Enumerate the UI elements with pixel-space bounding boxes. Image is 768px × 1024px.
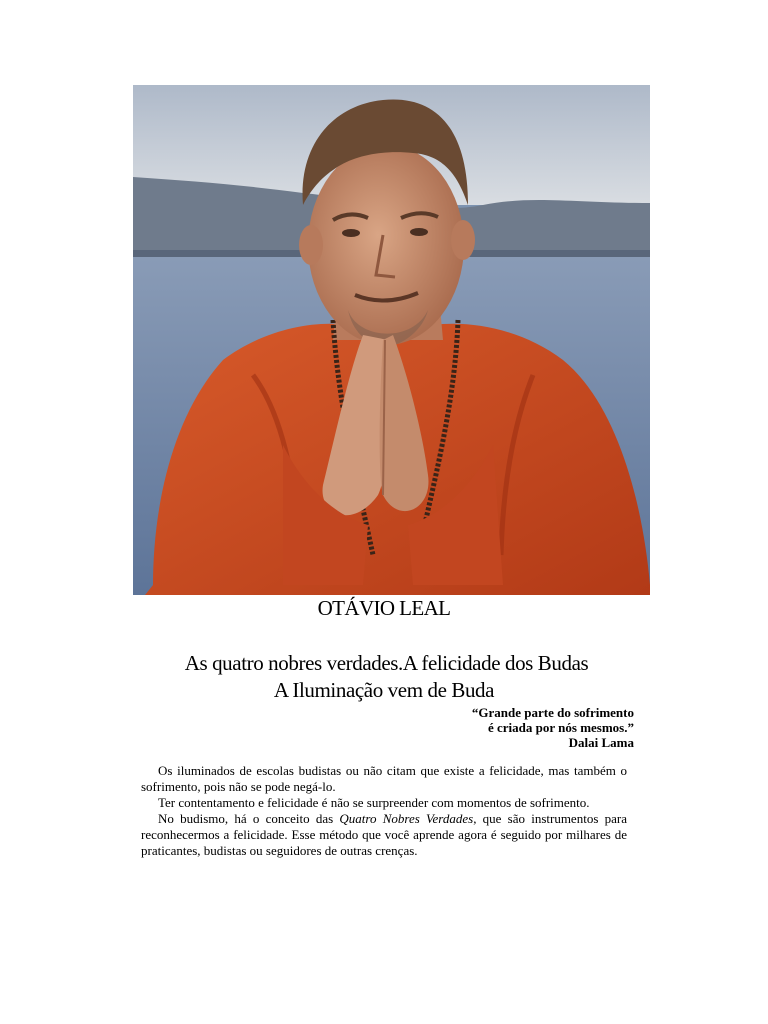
title-line-1: As quatro nobres verdades.A felicidade dos Budas xyxy=(184,651,589,675)
paragraph-1: Os iluminados de escolas budistas ou não citam que existe a felicidade, mas também o sofrimento, pois não se pode negá-lo. xyxy=(141,763,627,794)
paragraph-3-start: No budismo, há o conceito das xyxy=(158,811,340,826)
face xyxy=(308,145,464,345)
author-name: OTÁVIO LEAL xyxy=(317,596,451,620)
quote-line-2: é criada por nós mesmos.” xyxy=(487,720,634,735)
paragraph-3-end: , que são instrumentos para reconhecermos a felicidade. Esse método que você aprende agora é seguido por milhares de praticantes, budistas ou seguidores de outras crenças. xyxy=(141,811,627,858)
paragraph-2: Ter contentamento e felicidade é não se surpreender com momentos de sofrimento. xyxy=(158,795,590,810)
epigraph-quote xyxy=(472,705,634,750)
portrait-illustration xyxy=(133,85,650,595)
body-text xyxy=(141,763,627,859)
quote-line-1: “Grande parte do sofrimento xyxy=(471,705,634,720)
portrait-photo xyxy=(133,85,650,595)
quote-attribution: Dalai Lama xyxy=(568,735,634,750)
title-line-2: A Iluminação vem de Buda xyxy=(273,678,495,702)
paragraph-3 xyxy=(141,811,627,859)
quatro-nobres-verdades-emphasis: Quatro Nobres Verdades xyxy=(339,811,474,826)
